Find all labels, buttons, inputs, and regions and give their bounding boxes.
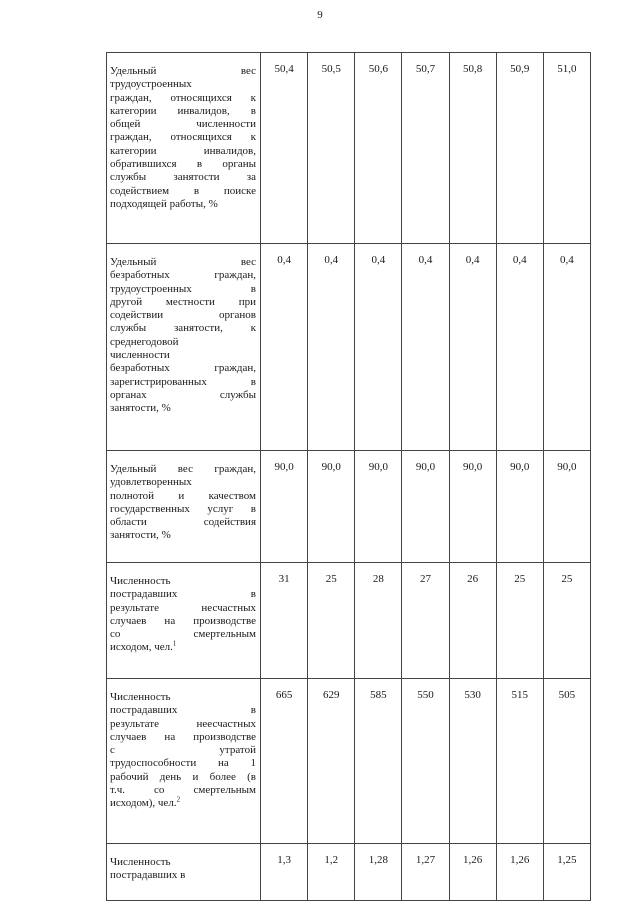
- indicator-value-cell: 1,2: [308, 844, 355, 901]
- indicator-label-line: [110, 797, 256, 810]
- indicator-value-cell: 90,0: [543, 451, 590, 563]
- indicator-value-cell: 0,4: [308, 244, 355, 451]
- indicator-label-line: среднегодовой: [110, 335, 179, 348]
- indicator-label-line: обратившихся в органы: [110, 158, 256, 171]
- footnote-marker: 2: [176, 795, 181, 804]
- indicator-value-cell: 90,0: [308, 451, 355, 563]
- indicator-label-line: случаев на производстве: [110, 614, 256, 627]
- indicator-label-line: безработных граждан,: [110, 362, 256, 375]
- table-row: [107, 451, 591, 563]
- indicator-label-line: [110, 641, 256, 654]
- indicator-label-line: случаев на производстве: [110, 730, 256, 743]
- indicator-label-line: Удельный вес граждан,: [110, 463, 256, 475]
- indicator-label-line: удовлетворенных: [110, 476, 192, 489]
- indicator-value-cell: 90,0: [449, 451, 496, 563]
- indicator-value-cell: 0,4: [496, 244, 543, 451]
- indicator-label-line: трудоустроенных: [110, 78, 192, 91]
- indicator-label-line: пострадавших в: [110, 869, 186, 882]
- indicator-label-text: исходом, чел.: [110, 641, 173, 654]
- indicator-value-cell: 90,0: [402, 451, 449, 563]
- indicator-value-cell: 1,26: [496, 844, 543, 901]
- indicator-value-cell: 1,27: [402, 844, 449, 901]
- indicator-value-cell: 0,4: [449, 244, 496, 451]
- indicator-label-line: безработных граждан,: [110, 269, 256, 282]
- indicator-label-text: исходом), чел.: [110, 797, 177, 810]
- indicator-label-line: численности: [110, 349, 170, 362]
- indicator-value-cell: 515: [496, 679, 543, 844]
- indicator-value-cell: 51,0: [543, 53, 590, 244]
- indicator-value-cell: 25: [496, 563, 543, 679]
- indicator-label-line: Численность: [110, 575, 171, 587]
- indicator-value-cell: 25: [543, 563, 590, 679]
- indicator-value-cell: 1,3: [261, 844, 308, 901]
- indicator-value-cell: 629: [308, 679, 355, 844]
- indicator-value-cell: 27: [402, 563, 449, 679]
- indicator-value-cell: 1,28: [355, 844, 402, 901]
- indicator-label-line: с утратой: [110, 744, 256, 757]
- indicator-label-line: категории инвалидов, в: [110, 104, 256, 117]
- indicator-value-cell: 0,4: [355, 244, 402, 451]
- indicator-label-line: пострадавших в: [110, 704, 256, 717]
- indicator-label-line: зарегистрированных в: [110, 375, 256, 388]
- table-row: [107, 244, 591, 451]
- indicator-value-cell: 1,25: [543, 844, 590, 901]
- indicator-value-cell: 1,26: [449, 844, 496, 901]
- indicator-label-cell: [107, 563, 261, 679]
- indicator-value-cell: 0,4: [402, 244, 449, 451]
- indicator-value-cell: 530: [449, 679, 496, 844]
- indicator-label-line: Численность: [110, 691, 171, 703]
- indicator-label-cell: [107, 451, 261, 563]
- indicator-value-cell: 90,0: [496, 451, 543, 563]
- indicator-label-line: службы занятости, к: [110, 322, 256, 335]
- indicator-value-cell: 585: [355, 679, 402, 844]
- indicator-label-line: занятости, %: [110, 529, 171, 542]
- indicator-label-line: трудоспособности на 1: [110, 757, 256, 770]
- indicator-value-cell: 50,7: [402, 53, 449, 244]
- indicator-value-cell: 665: [261, 679, 308, 844]
- indicator-label-line: результате несчастных: [110, 601, 256, 614]
- indicator-label-line: государственных услуг в: [110, 502, 256, 515]
- footnote-marker: 1: [172, 639, 177, 648]
- indicator-label-line: трудоустроенных в: [110, 282, 256, 295]
- indicators-table: [106, 52, 591, 901]
- indicator-value-cell: 25: [308, 563, 355, 679]
- indicator-value-cell: 50,9: [496, 53, 543, 244]
- indicator-label-line: полнотой и качеством: [110, 489, 256, 502]
- indicator-label-line: службы занятости за: [110, 171, 256, 184]
- indicator-value-cell: 90,0: [261, 451, 308, 563]
- table-row: [107, 563, 591, 679]
- page-number: 9: [317, 9, 323, 21]
- indicator-label-line: другой местности при: [110, 295, 256, 308]
- indicator-value-cell: 0,4: [261, 244, 308, 451]
- indicator-label-cell: [107, 53, 261, 244]
- indicator-label-line: содействии органов: [110, 309, 256, 322]
- indicator-label-line: занятости, %: [110, 402, 171, 415]
- indicator-label-cell: [107, 844, 261, 901]
- indicator-value-cell: 31: [261, 563, 308, 679]
- table-row: [107, 844, 591, 901]
- indicator-label-line: рабочий день и более (в: [110, 770, 256, 783]
- indicator-label-line: органах службы: [110, 388, 256, 401]
- indicator-label-line: Удельный вес: [110, 256, 256, 268]
- indicator-value-cell: 550: [402, 679, 449, 844]
- indicator-label-line: общей численности: [110, 118, 256, 131]
- indicator-value-cell: 28: [355, 563, 402, 679]
- indicator-label-line: категории инвалидов,: [110, 144, 256, 157]
- indicator-value-cell: 50,8: [449, 53, 496, 244]
- indicator-value-cell: 90,0: [355, 451, 402, 563]
- indicator-label-line: граждан, относящихся к: [110, 131, 256, 144]
- table-row: [107, 53, 591, 244]
- indicator-label-line: граждан, относящихся к: [110, 91, 256, 104]
- indicator-value-cell: 50,5: [308, 53, 355, 244]
- indicator-value-cell: 0,4: [543, 244, 590, 451]
- table-row: [107, 679, 591, 844]
- indicator-label-line: пострадавших в: [110, 588, 256, 601]
- indicator-label-line: области содействия: [110, 516, 256, 529]
- indicator-label-line: со смертельным: [110, 628, 256, 641]
- indicator-label-line: Удельный вес: [110, 65, 256, 77]
- indicator-label-line: Численность: [110, 856, 171, 868]
- indicator-value-cell: 505: [543, 679, 590, 844]
- indicator-label-line: т.ч. со смертельным: [110, 784, 256, 797]
- indicator-label-line: результате неесчастных: [110, 717, 256, 730]
- indicator-value-cell: 26: [449, 563, 496, 679]
- table-body: [107, 53, 591, 901]
- indicator-label-line: содействием в поиске: [110, 184, 256, 197]
- indicator-label-cell: [107, 244, 261, 451]
- indicator-label-line: подходящей работы, %: [110, 197, 218, 210]
- indicator-label-cell: [107, 679, 261, 844]
- indicator-value-cell: 50,4: [261, 53, 308, 244]
- indicator-value-cell: 50,6: [355, 53, 402, 244]
